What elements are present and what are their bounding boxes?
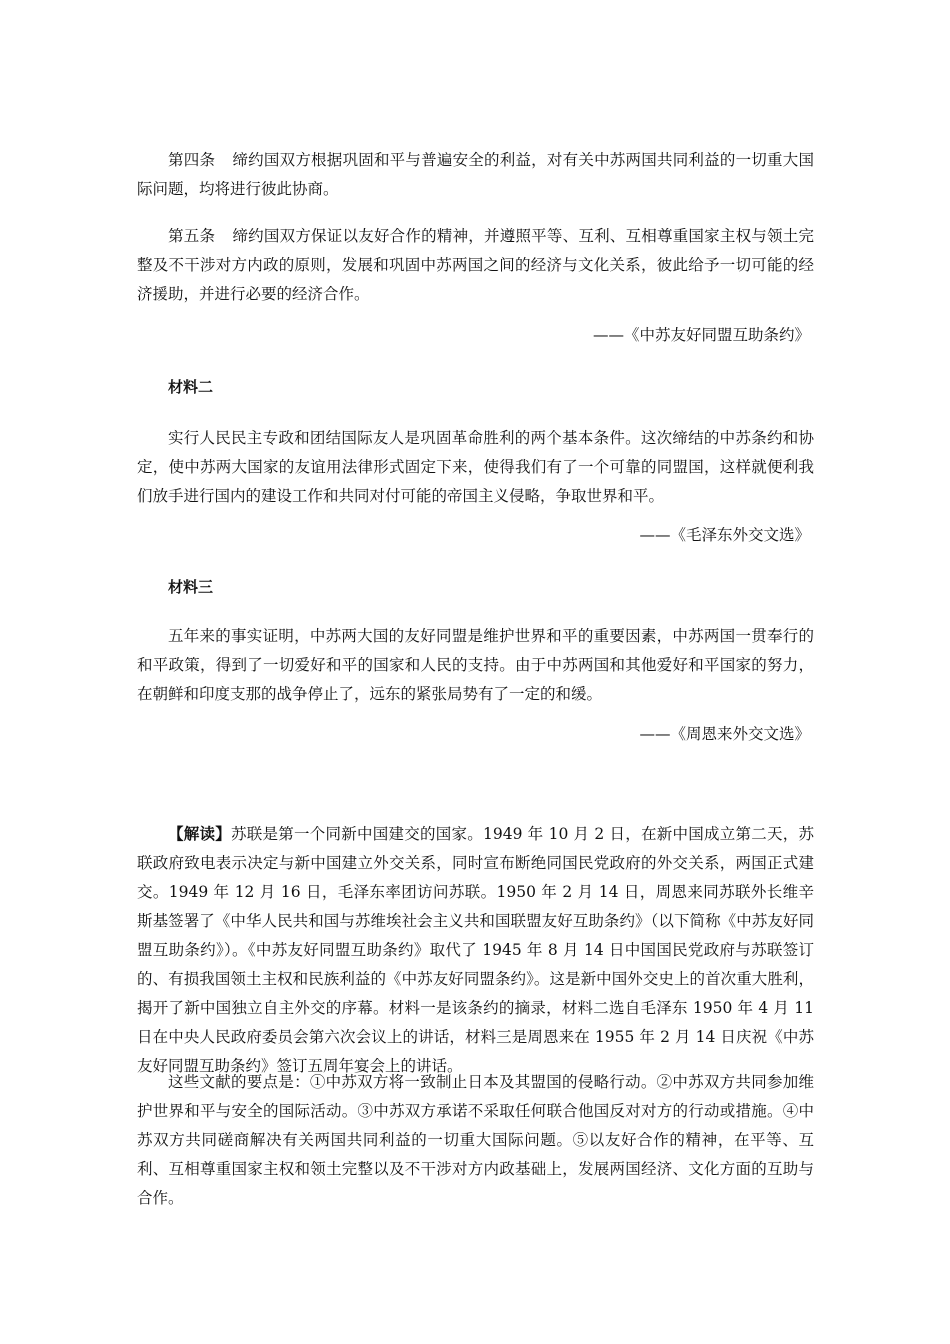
article-4-label: 第四条: [168, 151, 216, 169]
material-3-heading: 材料三: [168, 578, 214, 596]
source-treaty: ——《中苏友好同盟互助条约》: [592, 326, 810, 344]
article-5-text: 缔约国双方保证以友好合作的精神，并遵照平等、互利、互相尊重国家主权与领土完整及不干涉对方内政的原则，发展和巩固中苏两国之间的经济与文化关系，彼此给予一切可能的经济援助，并进行必要的经济合作。: [137, 227, 814, 303]
article-4-text: 缔约国双方根据巩固和平与普遍安全的利益，对有关中苏两国共同利益的一切重大国际问题，均将进行彼此协商。: [137, 151, 814, 198]
material-2-paragraph: 实行人民民主专政和团结国际友人是巩固革命胜利的两个基本条件。这次缔结的中苏条约和协定，使中苏两大国家的友谊用法律形式固定下来，使得我们有了一个可靠的同盟国，这样就便利我们放手进行国内的建设工作和共同对付可能的帝国主义侵略，争取世界和平。: [137, 429, 814, 505]
interpretation-paragraph: [137, 820, 814, 1081]
key-points-paragraph: 这些文献的要点是：①中苏双方将一致制止日本及其盟国的侵略行动。②中苏双方共同参加维护世界和平与安全的国际活动。③中苏双方承诺不采取任何联合他国反对对方的行动或措施。④中苏双方共同磋商解决有关两国共同利益的一切重大国际问题。⑤以友好合作的精神，在平等、互利、互相尊重国家主权和领土完整以及不干涉对方内政基础上，发展两国经济、文化方面的互助与合作。: [137, 1073, 814, 1207]
source-mao: ——《毛泽东外交文选》: [639, 526, 810, 544]
article-5-label: 第五条: [168, 227, 216, 245]
article-5-paragraph: [137, 222, 814, 309]
interpretation-text: 苏联是第一个同新中国建交的国家。1949 年 10 月 2 日，在新中国成立第二天，苏联政府致电表示决定与新中国建立外交关系，同时宣布断绝同国民党政府的外交关系，两国正式建交。1949 年 12 月 16 日，毛泽东率团访问苏联。1950 年 2 月 14 日，周恩来同苏联外长维辛斯基签署了《中华人民共和国与苏维埃社会主义共和国联盟友好互助条约》（以下简称《中苏友好同盟互助条约》）。《中苏友好同盟互助条约》取代了 1945 年 8 月 14 日中国国民党政府与苏联签订的、有损我国领土主权和民族利益的《中苏友好同盟条约》。这是新中国外交史上的首次重大胜利，揭开了新中国独立自主外交的序幕。材料一是该条约的摘录，材料二选自毛泽东 1950 年 4 月 11 日在中央人民政府委员会第六次会议上的讲话，材料三是周恩来在 1955 年 2 月 14 日庆祝《中苏友好同盟互助条约》签订五周年宴会上的讲话。: [137, 825, 814, 1075]
source-zhou: ——《周恩来外交文选》: [639, 725, 810, 743]
material-2-heading: 材料二: [168, 378, 214, 396]
material-3-paragraph: 五年来的事实证明，中苏两大国的友好同盟是维护世界和平的重要因素，中苏两国一贯奉行的和平政策，得到了一切爱好和平的国家和人民的支持。由于中苏两国和其他爱好和平国家的努力，在朝鲜和印度支那的战争停止了，远东的紧张局势有了一定的和缓。: [137, 627, 814, 703]
interpretation-label: 【解读】: [168, 825, 232, 843]
article-4-paragraph: [137, 146, 814, 204]
